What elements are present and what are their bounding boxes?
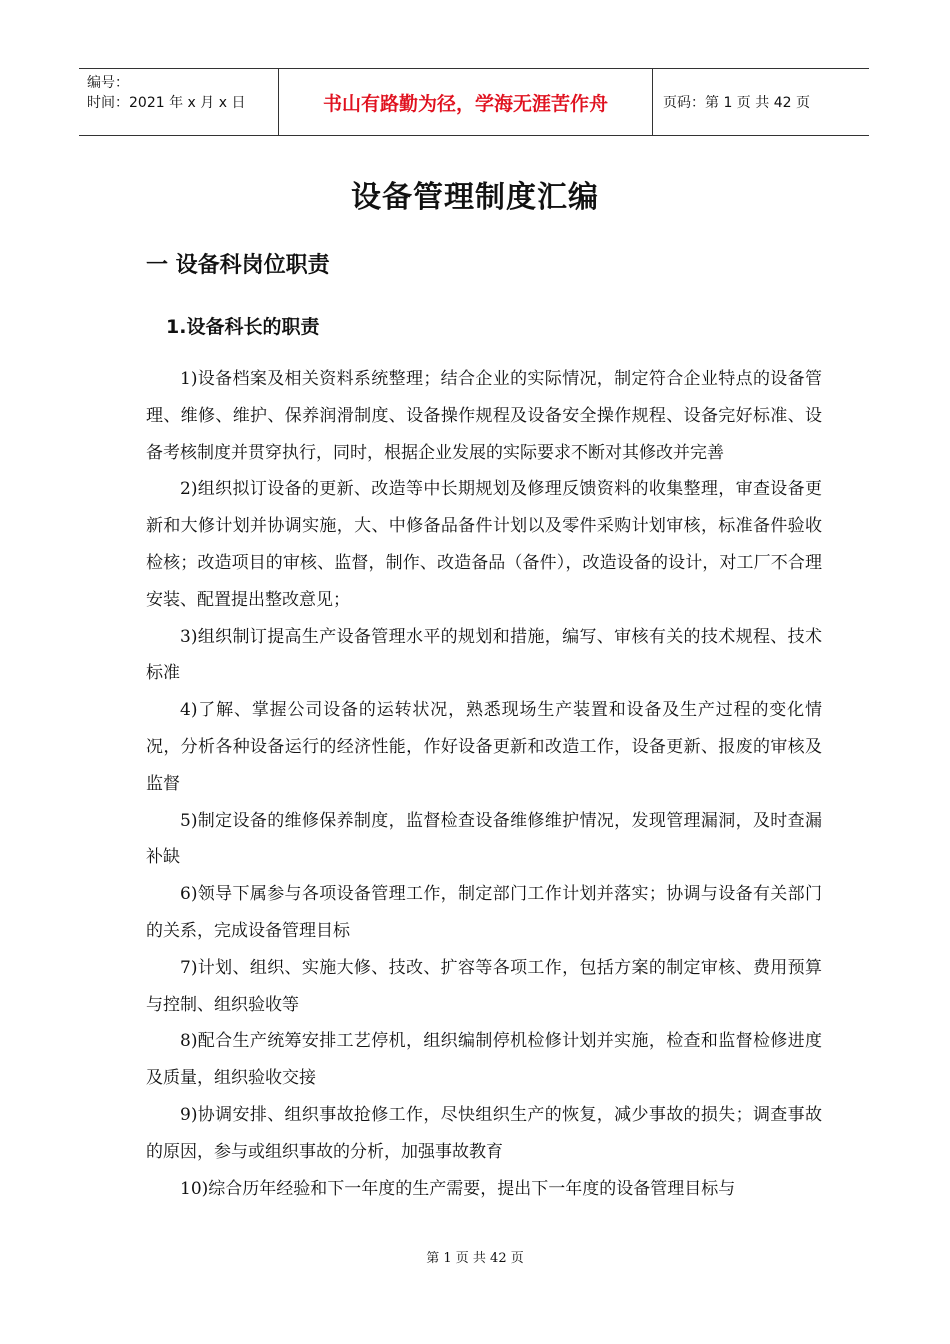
document-header — [79, 68, 869, 136]
body-text — [146, 361, 822, 1207]
header-motto: 书山有路勤为径，学海无涯苦作舟 — [322, 92, 608, 115]
paragraph: 1)设备档案及相关资料系统整理；结合企业的实际情况，制定符合企业特点的设备管理、维修、维护、保养润滑制度、设备操作规程及设备安全操作规程、设备完好标准、设备考核制度并贯穿执行，同时，根据企业发展的实际要求不断对其修改并完善 — [146, 369, 822, 463]
document-number-label: 编号： — [87, 75, 129, 91]
paragraph: 2)组织拟订设备的更新、改造等中长期规划及修理反馈资料的收集整理，审查设备更新和大修计划并协调实施，大、中修备品备件计划以及零件采购计划审核，标准备件验收检核；改造项目的审核、监督，制作、改造备品（备件），改造设备的设计，对工厂不合理安装、配置提出整改意见； — [146, 479, 822, 610]
header-motto-cell — [279, 69, 653, 135]
paragraph: 8)配合生产统筹安排工艺停机，组织编制停机检修计划并实施，检查和监督检修进度及质量，组织验收交接 — [146, 1031, 822, 1089]
header-page-cell — [653, 69, 869, 135]
document-time-label: 时间：2021 年 x 月 x 日 — [87, 95, 246, 111]
paragraph: 9)协调安排、组织事故抢修工作，尽快组织生产的恢复，减少事故的损失；调查事故的原因，参与或组织事故的分析，加强事故教育 — [146, 1104, 822, 1162]
paragraph: 7)计划、组织、实施大修、技改、扩容等各项工作，包括方案的制定审核、费用预算与控制、组织验收等 — [146, 957, 822, 1015]
paragraph: 5)制定设备的维修保养制度，监督检查设备维修维护情况，发现管理漏洞，及时查漏补缺 — [146, 810, 822, 868]
sub-heading: 1.设备科长的职责 — [166, 316, 320, 338]
paragraph: 3)组织制订提高生产设备管理水平的规划和措施，编写、审核有关的技术规程、技术标准 — [146, 626, 822, 684]
paragraph: 10)综合历年经验和下一年度的生产需要，提出下一年度的设备管理目标与 — [180, 1178, 736, 1199]
page-footer: 第 1 页 共 42 页 — [426, 1251, 524, 1266]
header-page-code: 页码：第 1 页 共 42 页 — [663, 95, 810, 111]
paragraph: 4)了解、掌握公司设备的运转状况，熟悉现场生产装置和设备及生产过程的变化情况，分析各种设备运行的经济性能，作好设备更新和改造工作，设备更新、报废的审核及监督 — [146, 700, 822, 794]
document-title: 设备管理制度汇编 — [351, 180, 599, 215]
paragraph: 6)领导下属参与各项设备管理工作，制定部门工作计划并落实；协调与设备有关部门的关系，完成设备管理目标 — [146, 884, 822, 941]
section-heading: 一 设备科岗位职责 — [146, 253, 330, 278]
header-meta-cell — [79, 69, 279, 135]
